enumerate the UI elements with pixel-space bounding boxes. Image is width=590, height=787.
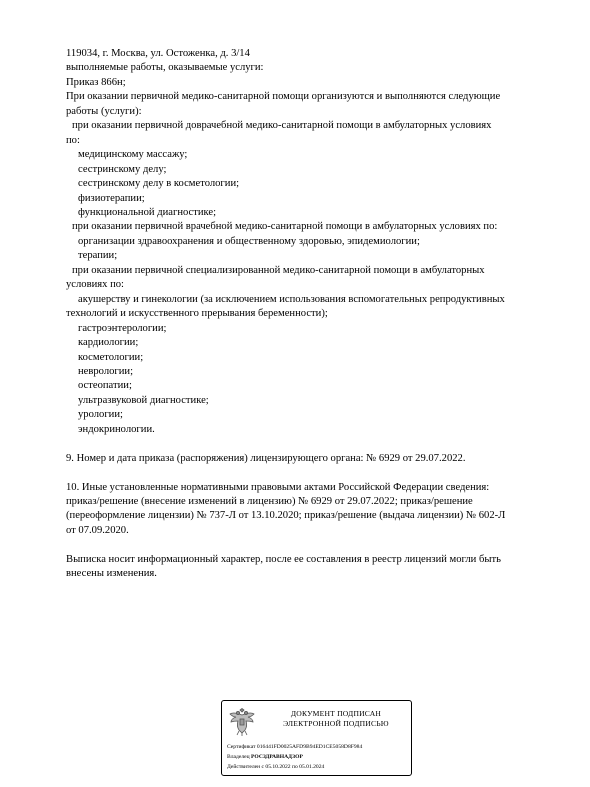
prevrach-heading: при оказании первичной доврачебной медико-санитарной помощи в амбулаторных условиях: [72, 120, 492, 132]
list-item: терапии;: [78, 250, 118, 262]
list-item: кардиологии;: [78, 337, 139, 349]
list-item: организации здравоохранения и общественному здоровью, эпидемиологии;: [78, 235, 420, 247]
list-item: ультразвуковой диагностике;: [78, 394, 209, 406]
owner-line: [227, 754, 303, 761]
stamp-title-line-2: ЭЛЕКТРОННОЙ ПОДПИСЬЮ: [283, 719, 389, 728]
list-item: эндокринологии.: [78, 423, 155, 435]
stamp-title-line-1: ДОКУМЕНТ ПОДПИСАН: [290, 709, 382, 718]
works-services-line: выполняемые работы, оказываемые услуги:: [66, 62, 264, 74]
other-info-line: приказ/решение (внесение изменений в лицензию) № 6929 от 29.07.2022; приказ/решение: [66, 496, 473, 508]
list-item: остеопатии;: [78, 380, 132, 392]
other-info-line: от 07.09.2020.: [66, 524, 129, 536]
order-number-paragraph: 9. Номер и дата приказа (распоряжения) лицензирующего органа: № 6929 от 29.07.2022.: [66, 452, 466, 464]
vrach-heading: при оказании первичной врачебной медико-санитарной помощи в амбулаторных условиях по:: [72, 221, 498, 233]
double-headed-eagle-emblem-icon: [227, 707, 257, 737]
owner-label: Владелец: [227, 754, 250, 760]
electronic-signature-stamp: [221, 700, 412, 776]
list-item: гастроэнтерологии;: [78, 322, 167, 334]
special-heading-2: условиях по:: [66, 279, 124, 291]
document-body: [66, 47, 571, 582]
validity-line: Действителен с 05.10.2022 по 05.01.2024: [227, 764, 325, 770]
order-line: Приказ 866н;: [66, 76, 126, 88]
certificate-label: Сертификат: [227, 744, 256, 750]
disclaimer-line: Выписка носит информационный характер, после ее составления в реестр лицензий могли быть: [66, 553, 501, 565]
disclaimer-line: внесены изменения.: [66, 568, 157, 580]
list-item-continuation: технологий и искусственного прерывания беременности);: [66, 308, 328, 320]
stamp-title: [262, 709, 410, 729]
list-item: урологии;: [78, 409, 123, 421]
certificate-value: 016441FD0025AFD9B94ED1CE5058D8F984: [256, 744, 363, 750]
other-info-line: 10. Иные установленные нормативными правовыми актами Российской Федерации сведения:: [66, 481, 490, 493]
list-item: косметологии;: [78, 351, 144, 363]
owner-value: РОСЗДРАВНАДЗОР: [251, 754, 303, 760]
disclaimer-paragraph: [66, 553, 571, 582]
prevrach-heading-2: по:: [66, 134, 80, 146]
list-item: физиотерапии;: [78, 192, 145, 204]
list-item: сестринскому делу;: [78, 163, 167, 175]
list-item: неврологии;: [78, 365, 134, 377]
other-info-line: (переоформление лицензии) № 737-Л от 13.10.2020; приказ/решение (выдача лицензии) № 602-Л: [66, 510, 506, 522]
primary-care-intro-line: При оказании первичной медико-санитарной помощи организуются и выполняются следующие: [66, 91, 501, 103]
list-item: сестринскому делу в косметологии;: [78, 178, 240, 190]
address-line: 119034, г. Москва, ул. Остоженка, д. 3/14: [66, 48, 250, 59]
other-info-paragraph: [66, 481, 571, 539]
special-heading: при оказании первичной специализированной медико-санитарной помощи в амбулаторных: [72, 264, 485, 276]
list-item: акушерству и гинекологии (за исключением использования вспомогательных репродуктивных: [78, 293, 505, 305]
list-item: функциональной диагностике;: [78, 206, 217, 218]
certificate-line: [227, 744, 362, 751]
list-item: медицинскому массажу;: [78, 149, 188, 161]
primary-care-intro-line-2: работы (услуги):: [66, 105, 142, 117]
